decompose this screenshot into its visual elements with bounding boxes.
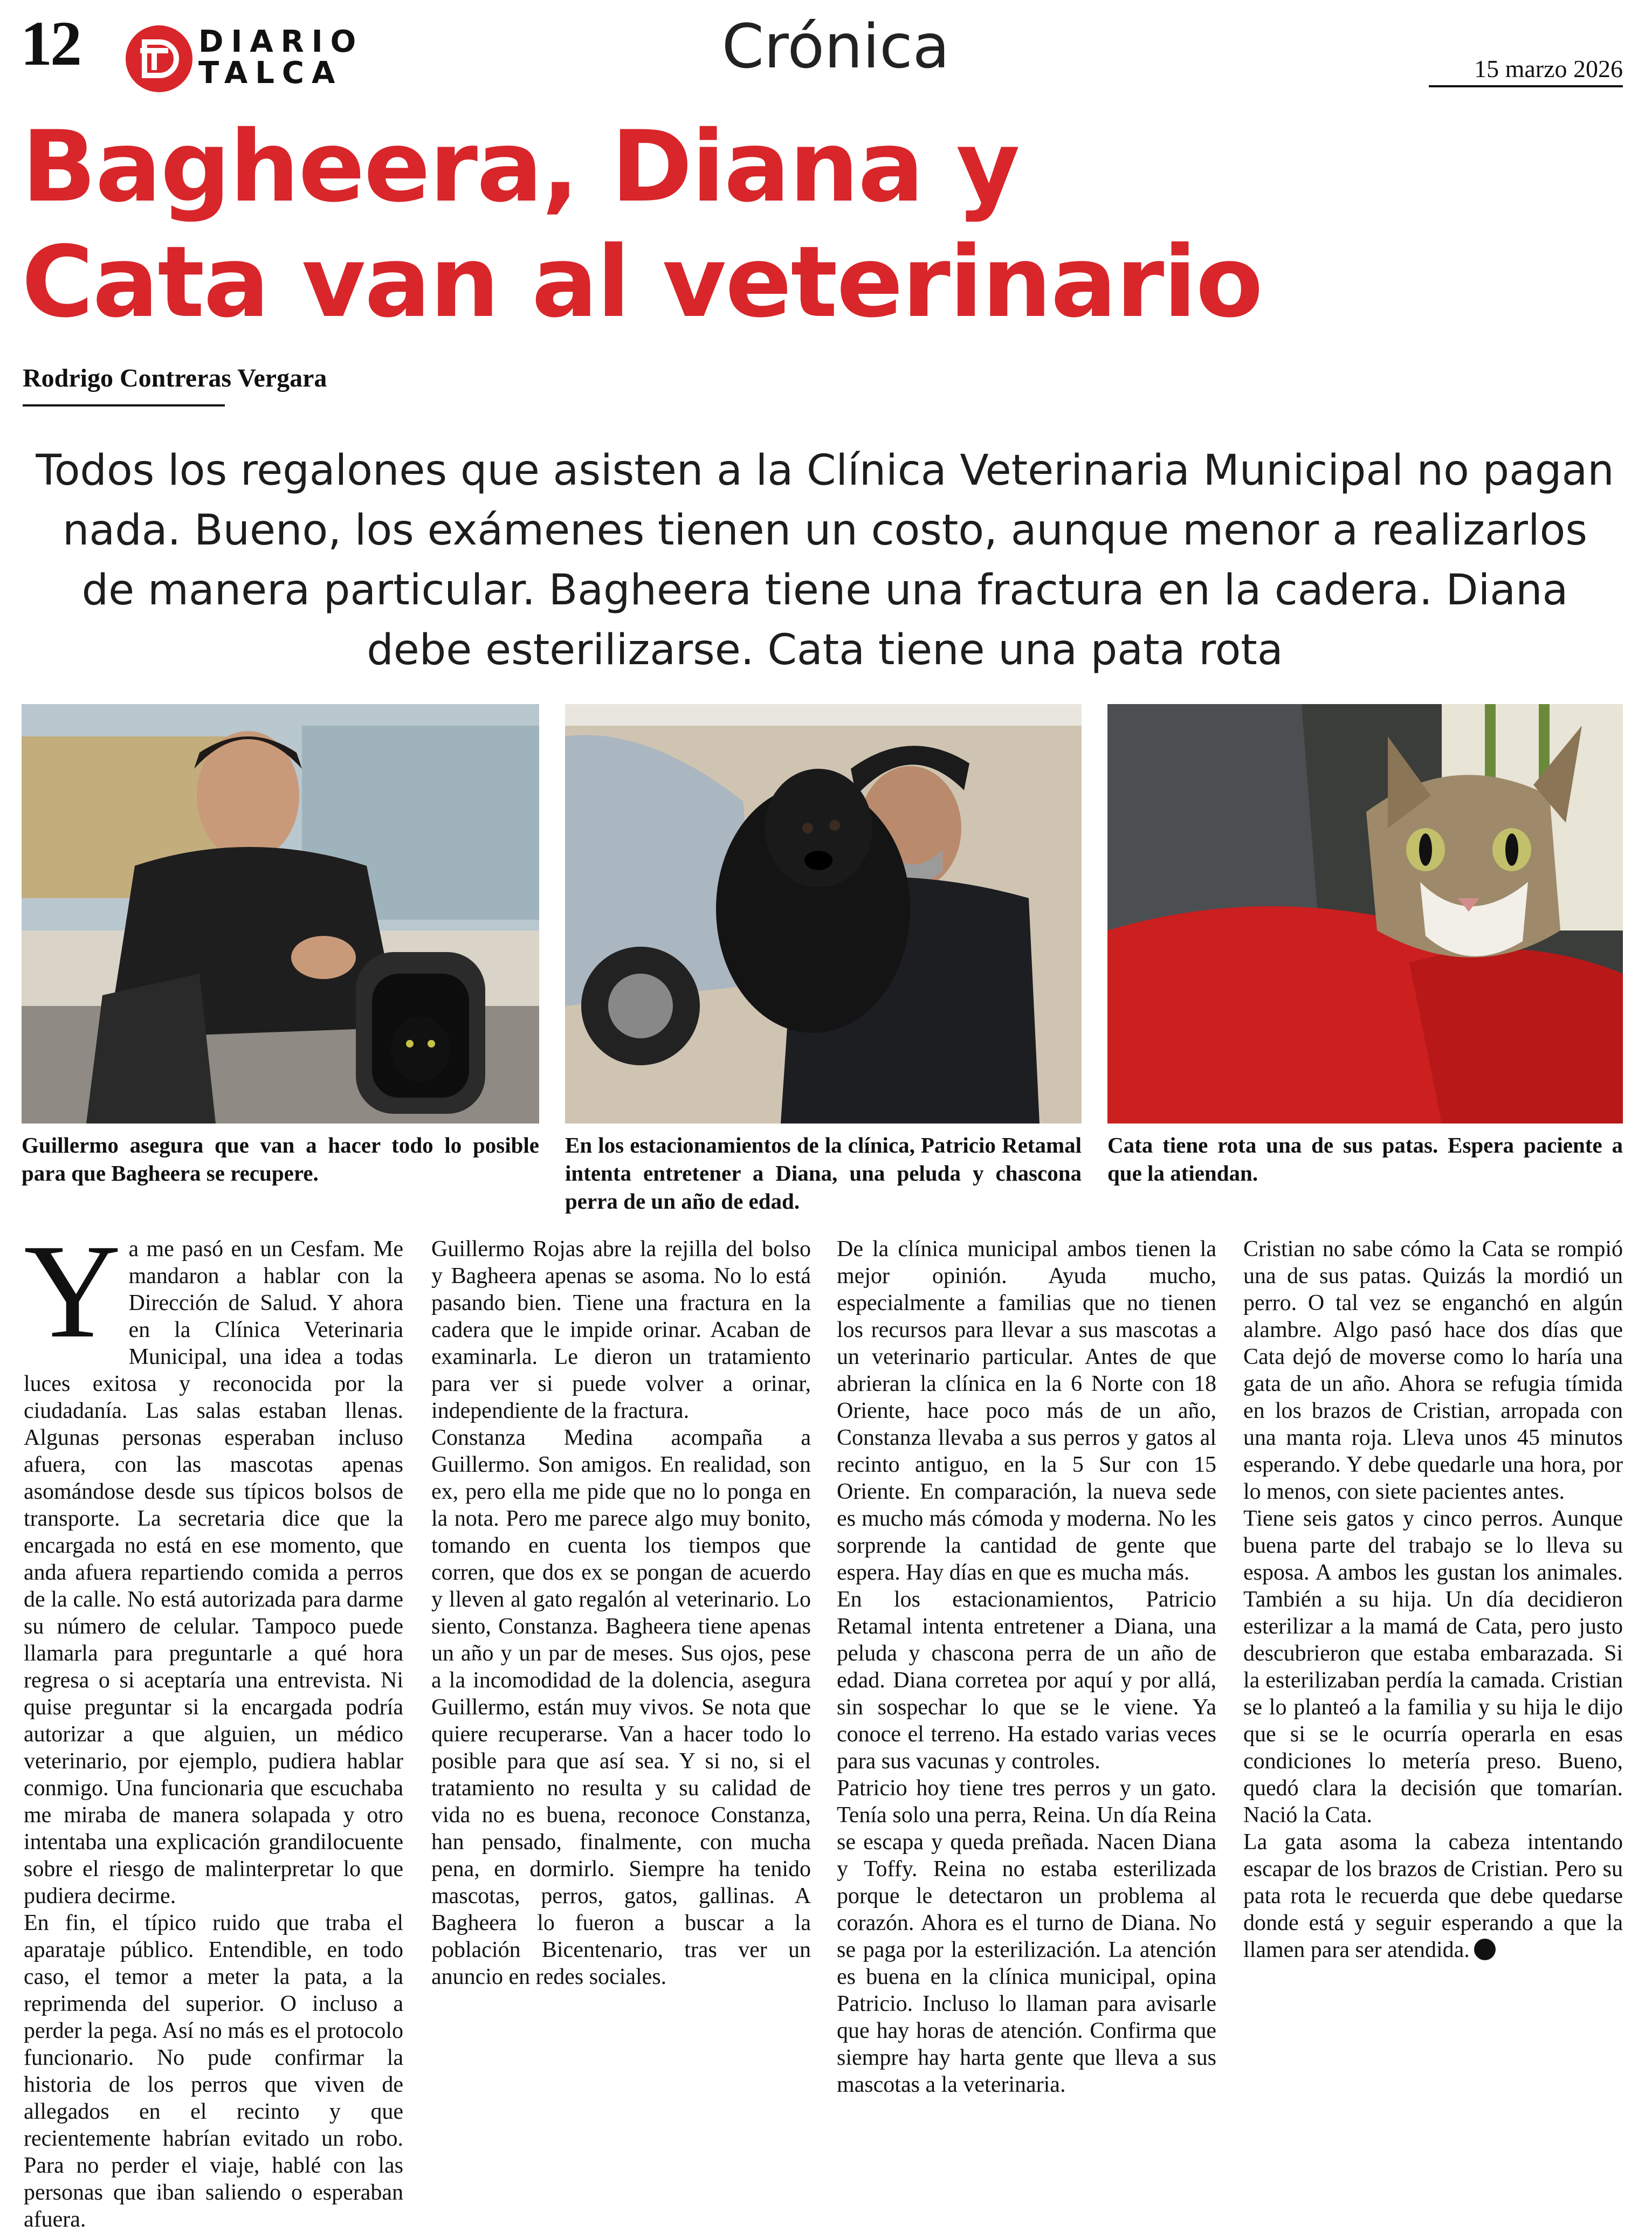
headline-line1: Bagheera, Diana y	[22, 109, 1019, 224]
brand-name-line1: DIARIO	[198, 24, 364, 59]
author-byline: Rodrigo Contreras Vergara	[23, 364, 327, 392]
body-paragraph-7: Patricio hoy tiene tres perros y un gato. Tenía solo una perra, Reina. Un día Reina se escapa y queda preñada. Nacen Diana y Toffy. Reina no estaba esterilizada porque le detectaron un problema al corazón. Ahora es el turno de Diana. No se paga por la esterilización. La atención es buena en la clínica municipal, opina Patricio. Incluso lo llaman para avisarle que hay horas de atención. Confirma que siempre hay harta gente que lleva a sus mascotas a la veterinaria.	[837, 1776, 1216, 2097]
section-title: Crónica	[721, 12, 950, 82]
body-paragraph-4: Constanza Medina acompaña a Guillermo. Son amigos. En realidad, son ex, pero ella me pide que no lo ponga en la nota. Pero me parece algo muy bonito, tomando en cuenta los tiempos que corren, que dos ex se pongan de acuerdo y lleven al gato regalón al veterinario. Lo siento, Constanza. Bagheera tiene apenas un año y un par de meses. Sus ojos, pese a la incomodidad de la dolencia, asegura Guillermo, están muy vivos. Se nota que quiere recuperarse. Van a hacer todo lo posible para que así sea. Y si no, si el tratamiento no resulta y su calidad de vida no es buena, reconoce Constanza, han pensado, finalmente, con mucha pena, en dormirlo. Siempre ha tenido mascotas, perros, gatos, gallinas. A Bagheera lo fueron a buscar a la población Bicentenario, tras ver un anuncio en redes sociales.	[431, 1425, 811, 1989]
article-column-4	[1243, 1236, 1623, 2131]
body-paragraph-8: Cristian no sabe cómo la Cata se rompió una de sus patas. Quizás la mordió un perro. O tal vez se enganchó en algún alambre. Algo pasó hace dos días que Cata dejó de moverse como lo haría una gata de un año. Ahora se refugia tímida en los brazos de Cristian, arropada con una manta roja. Lleva unos 45 minutos esperando. Y debe quedarle una hora, por lo menos, con siete pacientes antes.	[1243, 1237, 1623, 1504]
body-paragraph-10	[1243, 1829, 1623, 1963]
body-paragraph-5: De la clínica municipal ambos tienen la mejor opinión. Ayuda mucho, especialmente a familias que no tienen los recursos para llevar a sus mascotas a un veterinario particular. Antes de que abrieran la clínica en la 6 Norte con 18 Oriente, hace poco más de un año, Constanza llevaba a sus perros y gatos al recinto antiguo, en la 5 Sur con 15 Oriente. En comparación, la nueva sede es mucho más cómoda y moderna. No les sorprende la cantidad de gente que espera. Hay días en que es mucha más.	[837, 1237, 1216, 1585]
diario-talca-logo	[124, 24, 194, 94]
body-paragraph-1: a me pasó en un Cesfam. Me mandaron a hablar con la Dirección de Salud. Y ahora en la Clínica Veterinaria Municipal, una idea a todas luces exitosa y reconocida por la ciudadanía. Las salas estaban llenas. Algunas personas esperaban incluso afuera, con las mascotas apenas asomándose desde sus típicos bolsos de transporte. La secretaria dice que la encargada no está en ese momento, que anda afuera repartiendo comida a perros de la calle. No está autorizada para darme su número de celular. Tampoco puede llamarla para preguntarle a qué hora regresa o si aceptaría una entrevista. Ni quise preguntar si la encargada podría autorizar a que alguien, un médico veterinario, por ejemplo, pudiera hablar conmigo. Una funcionaria que escuchaba me miraba de manera solapada y otro intentaba una explicación grandilocuente sobre el riesgo de malinterpretar lo que pudiera decirme.	[24, 1237, 403, 1908]
photo-caption-2: En los estacionamientos de la clínica, Patricio Retamal intenta entretener a Diana, una peluda y chascona perra de un año de edad.	[565, 1133, 1082, 1214]
photo-caption-3: Cata tiene rota una de sus patas. Espera paciente a que la atiendan.	[1107, 1133, 1623, 1186]
body-paragraph-6: En los estacionamientos, Patricio Retamal intenta entretener a Diana, una peluda y chascona perra de un año de edad. Diana corretea por aquí y por allá, sin sospechar lo que se le viene. Ya conoce el terreno. Ha estado varias veces para sus vacunas y controles.	[837, 1587, 1216, 1774]
end-of-article-mark	[1474, 1939, 1496, 1960]
drop-cap: Y	[24, 1217, 121, 1366]
photo-guillermo-bagheera	[22, 704, 539, 1124]
byline-underline	[23, 404, 225, 406]
article-column-1	[24, 1217, 403, 2232]
page-number: 12	[20, 8, 80, 79]
body-paragraph-10-text: La gata asoma la cabeza intentando escapar de los brazos de Cristian. Pero su pata rota le recuerda que debe quedarse donde está y seguir esperando a que la llamen para ser atendida.	[1243, 1830, 1623, 1962]
photo-caption-1: Guillermo asegura que van a hacer todo lo posible para que Bagheera se recupere.	[22, 1133, 539, 1186]
photo-cristian-cata	[1107, 704, 1623, 1124]
issue-date: 15 marzo 2026	[1474, 55, 1623, 82]
body-paragraph-3: Guillermo Rojas abre la rejilla del bolso y Bagheera apenas se asoma. No lo está pasando bien. Tiene una fractura en la cadera que le impide orinar. Acaban de examinarla. Le dieron un tratamiento para ver si puede volver a orinar, independiente de la fractura.	[431, 1237, 811, 1423]
article-column-3	[837, 1236, 1216, 2131]
date-underline	[1429, 85, 1623, 87]
headline-line2: Cata van al veterinario	[22, 225, 1262, 339]
brand-name-line2: TALCA	[198, 56, 343, 91]
article-column-2	[431, 1236, 811, 2131]
article-deck: Todos los regalones que asisten a la Clínica Veterinaria Municipal no pagan nada. Bueno, los exámenes tienen un costo, aunque menor a realizarlos de manera particular. Bagheera tiene una fractura en la cadera. Diana debe esterilizarse. Cata tiene una pata rota	[36, 446, 1614, 674]
photo-patricio-diana	[565, 704, 1082, 1124]
body-paragraph-2: En fin, el típico ruido que traba el aparataje público. Entendible, en todo caso, el temor a meter la pata, a la reprimenda del superior. O incluso a perder la pega. Así no más es el protocolo funcionario. No pude confirmar la historia de los perros que viven de allegados en el recinto y que recientemente habrían evitado un robo. Para no perder el viaje, hablé con las personas que iban saliendo o esperaban afuera.	[24, 1911, 403, 2232]
body-paragraph-9: Tiene seis gatos y cinco perros. Aunque buena parte del trabajo se lo lleva su esposa. A ambos les gustan los animales. También a su hija. Un día decidieron esterilizar a la mamá de Cata, pero justo descubrieron que estaba embarazada. Si la esterilizaban perdía la camada. Cristian se lo planteó a la familia y su hija le dijo que si se le ocurría operarla en esas condiciones lo metería preso. Bueno, quedó clara la decisión que tomarían. Nació la Cata.	[1243, 1506, 1623, 1828]
